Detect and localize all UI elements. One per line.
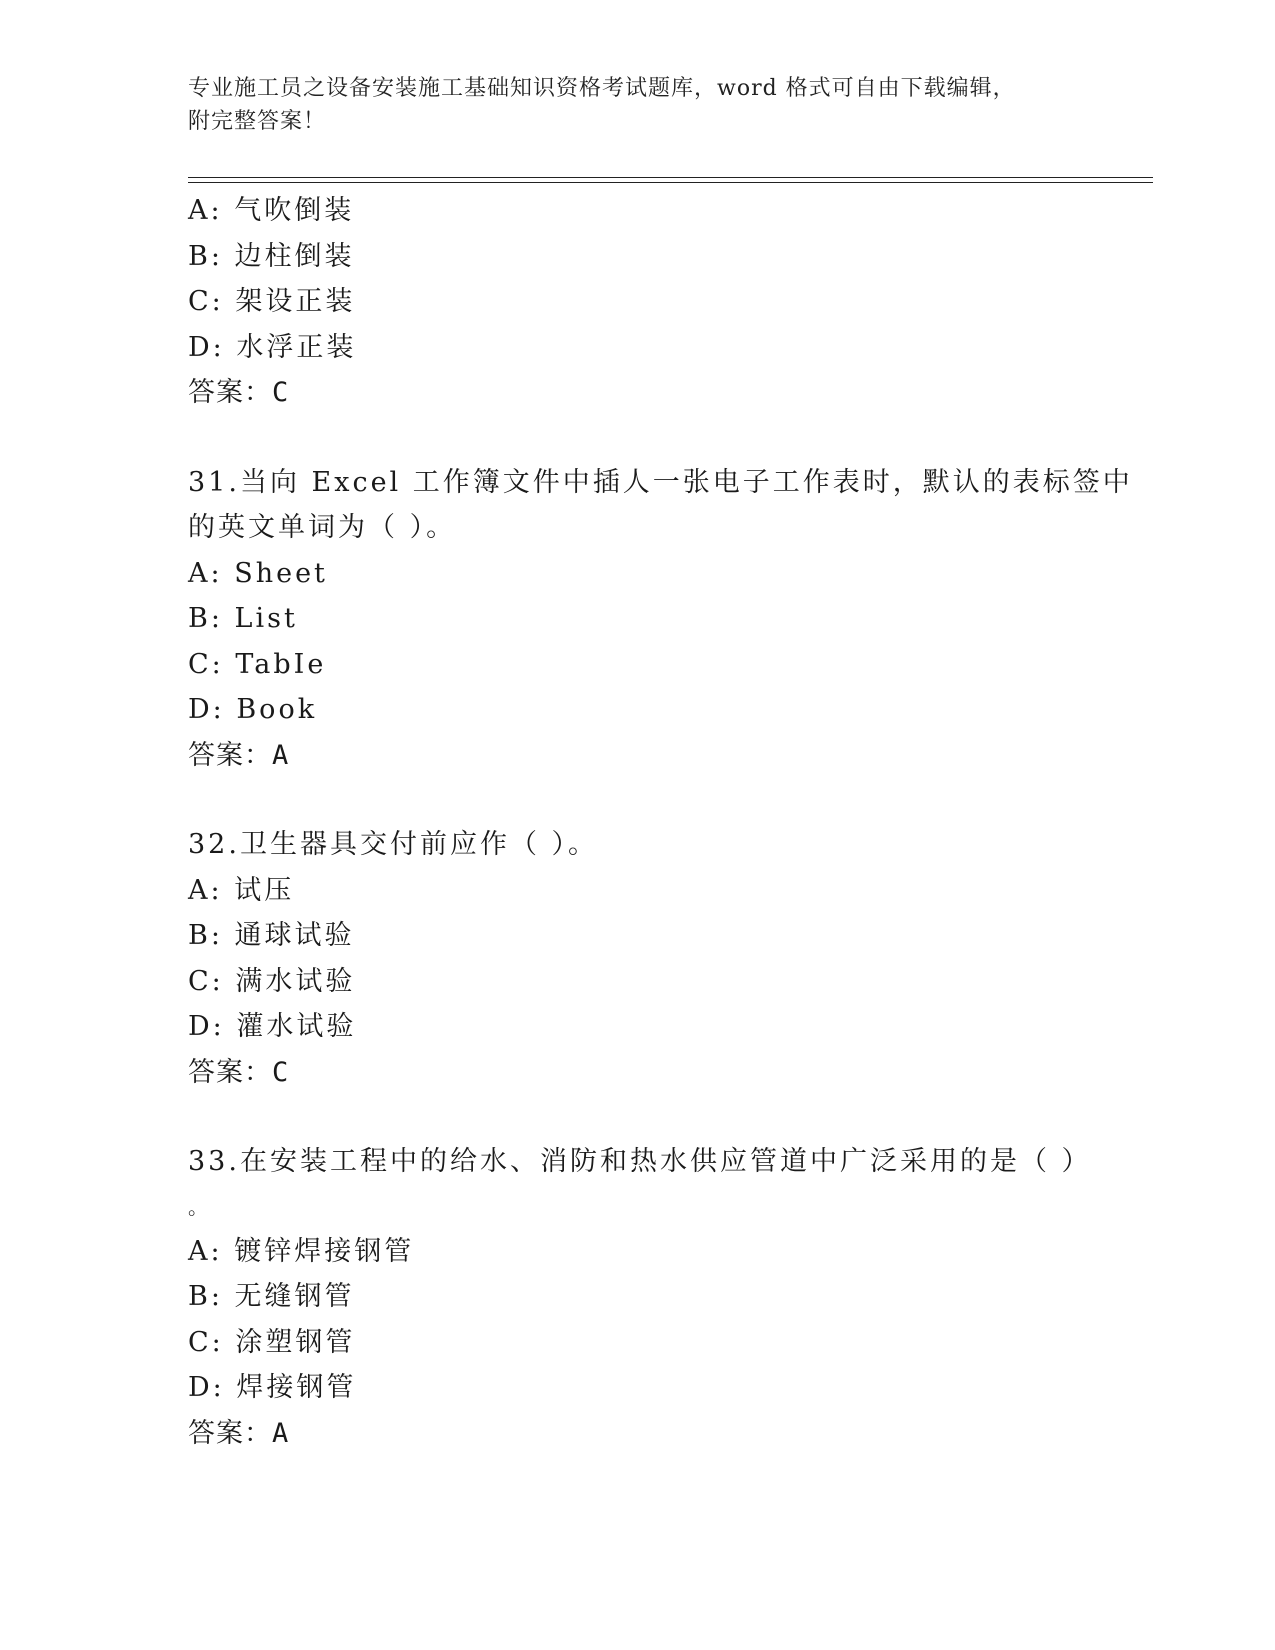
option-d: D: 水浮正装 [188, 331, 357, 363]
option-c: C: 满水试验 [188, 965, 356, 997]
answer-line: 答案：C [188, 1056, 290, 1088]
question-33 [188, 1139, 1092, 1456]
option-d: D: Book [188, 694, 318, 725]
answer-line: 答案：A [188, 1417, 290, 1449]
option-c: C: 架设正装 [188, 286, 356, 317]
header-line-1: 专业施工员之设备安装施工基础知识资格考试题库，word 格式可自由下载编辑， [188, 76, 1016, 101]
option-b: B: 通球试验 [188, 920, 355, 951]
option-c: C: TabIe [188, 648, 327, 680]
header-line-2: 附完整答案！ [188, 109, 327, 134]
option-a: A: Sheet [188, 557, 328, 589]
answer-line: 答案：C [188, 377, 290, 408]
option-c: C: 涂塑钢管 [188, 1326, 356, 1358]
option-d: D: 灌水试验 [188, 1011, 357, 1042]
question-31 [188, 460, 1133, 779]
option-d: D: 焊接钢管 [188, 1372, 357, 1403]
option-a: A: 镀锌焊接钢管 [188, 1235, 415, 1267]
option-a: A: 试压 [188, 874, 295, 906]
option-b: B: 边柱倒装 [188, 240, 355, 272]
question-stem: 33.在安装工程中的给水、消防和热水供应管道中广泛采用的是（ ） 。 [188, 1146, 1092, 1219]
option-b: B: 无缝钢管 [188, 1281, 355, 1312]
question-32 [188, 822, 1088, 1095]
option-b: B: List [188, 603, 298, 634]
header-rule-top [188, 177, 1153, 178]
answer-line: 答案：A [188, 739, 290, 771]
header-rule-bottom [188, 182, 1153, 183]
question-stem: 32.卫生器具交付前应作（ ）。 [188, 829, 599, 860]
question-list [188, 188, 1133, 1456]
document-header [188, 72, 1088, 138]
question-stem: 31.当向 Excel 工作簿文件中插人一张电子工作表时，默认的表标签中 的英文单词为（ ）。 [188, 466, 1133, 543]
option-a: A: 气吹倒装 [188, 195, 355, 226]
question-30-continued [188, 188, 1088, 416]
